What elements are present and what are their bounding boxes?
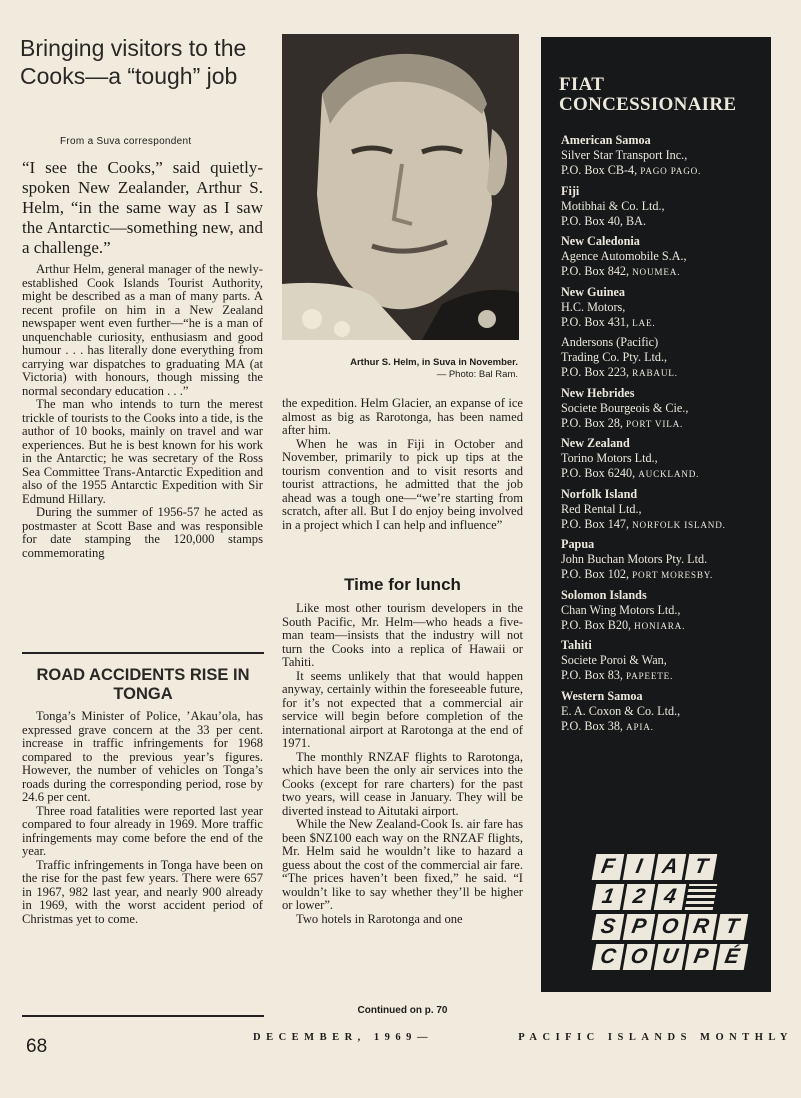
dealer-address-line bbox=[561, 704, 769, 719]
dealer-address-line bbox=[561, 552, 769, 567]
logo-letter-tile: C bbox=[592, 944, 625, 970]
dealer-address-line bbox=[561, 199, 769, 214]
dealer-address-line bbox=[561, 365, 769, 381]
logo-letter-tile: O bbox=[654, 914, 687, 940]
logo-letter-tile: P bbox=[623, 914, 656, 940]
dealer-address-line bbox=[561, 618, 769, 634]
logo-row bbox=[594, 884, 754, 910]
dealer-address-text: P.O. Box 223, bbox=[561, 365, 633, 379]
dealer-region: Tahiti bbox=[561, 638, 592, 652]
fiat-124-sport-coupe-logo bbox=[594, 854, 754, 974]
dealer-city: APIA. bbox=[626, 721, 654, 732]
dealer-region: New Zealand bbox=[561, 436, 630, 450]
article-paragraph: Like most other tourism developers in the South Pacific, Mr. Helm—who heads a five-man team—insists that the industry will not turn the Cooks into a replica of Hawaii or Tahiti. bbox=[282, 601, 523, 669]
logo-row bbox=[594, 944, 754, 970]
sidebar-paragraph: Traffic infringements in Tonga have been on the rise for the past few years. There were 657 in 1967, 982 last year, and nearly 900 already in 1969, with the worst accident period of Christmas yet to come. bbox=[22, 857, 263, 926]
dealer-address-text: Societe Bourgeois & Cie., bbox=[561, 400, 689, 415]
ad-title-concessionaire: CONCESSIONAIRE bbox=[559, 94, 737, 115]
dealer-address-text: P.O. Box 431, bbox=[561, 314, 633, 329]
dealer-address-text: John Buchan Motors Pty. Ltd. bbox=[561, 552, 708, 566]
dealer-address-text: P.O. Box 147, bbox=[561, 516, 633, 531]
ad-title-brand: FIAT bbox=[559, 74, 605, 95]
dealer-entry bbox=[561, 386, 769, 437]
dealer-address-text: P.O. Box 102, bbox=[561, 567, 633, 581]
page-number: 68 bbox=[26, 1036, 48, 1057]
dealer-entry bbox=[561, 335, 769, 386]
dealer-city: LAE. bbox=[632, 317, 656, 328]
dealer-address-line bbox=[561, 249, 769, 264]
dealer-address-line bbox=[561, 163, 769, 179]
article-paragraph: Arthur Helm, general manager of the newly-established Cook Islands Tourist Authority, might be described as a man of many parts. A recent profile on him in a New Zealand newspaper went even further—“he is a man of unquenchable curiosity, enthusiasm and good humour . . . has literally done everything from carrying war dispatches to graduating MA (at Victoria) with honours, though missing the normal secondary education . . .” bbox=[22, 262, 263, 398]
article-paragraph: During the summer of 1956-57 he acted as postmaster at Scott Base and was responsible for date stamping the 120,000 stamps commemorating bbox=[22, 505, 263, 560]
dealer-city: PAPEETE. bbox=[626, 671, 674, 681]
photo-caption-text: Arthur S. Helm, in Suva in November. bbox=[350, 357, 518, 368]
footer-date bbox=[253, 1032, 433, 1043]
article-paragraph: The man who intends to turn the merest trickle of tourists to the Cooks into a tide, is the author of 10 books, mainly on travel and war experiences. But he is best known for his work in the Antarctic; he was secretary of the Ross Sea Committee Trans-Antarctic Expedition and also of the 1955 Antarctic Expedition with Sir Edmund Hillary. bbox=[22, 397, 263, 506]
article-paragraph: It seems unlikely that that would happen anyway, certainly within the foreseeable future, for it’s not expected that a commercial air service will begin before completion of the international airport at Rarotonga at the end of 1971. bbox=[282, 668, 523, 750]
logo-letter-tile: T bbox=[685, 854, 718, 880]
dealer-address-line bbox=[561, 315, 769, 331]
logo-letter-tile: I bbox=[623, 854, 656, 880]
sidebar-story-body bbox=[22, 710, 263, 926]
article-paragraph: When he was in Fiji in October and November, primarily to pick up tips at the tourism convention and to visit resorts and tourist attractions, he admitted that the job ahead was a tough one—“we’re starting from scratch, after all. But I do enjoy being involved in a project which I can help and influence” bbox=[282, 436, 523, 532]
article-body-column-2 bbox=[282, 397, 523, 532]
photo-caption bbox=[284, 357, 518, 381]
dealer-city: NORFOLK ISLAND. bbox=[632, 519, 726, 530]
article-headline: Bringing visitors to the Cooks—a “tough” job bbox=[20, 35, 247, 89]
dealer-region: New Hebrides bbox=[561, 385, 635, 400]
dealer-address-line bbox=[561, 567, 769, 583]
dealer-entry bbox=[561, 487, 769, 538]
dealer-address-line bbox=[561, 668, 769, 684]
dealer-entry bbox=[561, 638, 769, 689]
dealer-address-text: P.O. Box 6240, bbox=[561, 466, 639, 480]
dealer-entry bbox=[561, 285, 769, 336]
fiat-grille-icon bbox=[685, 884, 718, 910]
dealer-entry bbox=[561, 234, 769, 285]
dealer-entry bbox=[561, 436, 769, 487]
footer-dash: — bbox=[416, 1032, 433, 1043]
dealer-city: RABAUL. bbox=[632, 368, 678, 378]
logo-letter-tile: U bbox=[654, 944, 687, 970]
dealer-city: AUCKLAND. bbox=[638, 469, 700, 479]
section-divider bbox=[22, 652, 264, 654]
dealer-address-line bbox=[561, 517, 769, 533]
logo-letter-tile: 2 bbox=[623, 884, 656, 910]
dealer-address-line bbox=[561, 451, 769, 466]
dealer-address-line bbox=[561, 719, 769, 735]
dealer-region: Norfolk Island bbox=[561, 486, 638, 501]
page-footer bbox=[253, 1032, 793, 1043]
portrait-photo-image bbox=[282, 34, 519, 340]
footer-publication: PACIFIC ISLANDS MONTHLY bbox=[518, 1032, 793, 1043]
logo-letter-tile: S bbox=[592, 914, 625, 940]
dealer-address-text: P.O. Box 28, bbox=[561, 415, 627, 430]
dealer-address-text: P.O. Box 842, bbox=[561, 264, 633, 278]
logo-letter-tile: A bbox=[654, 854, 687, 880]
dealer-address-text: P.O. Box 38, bbox=[561, 718, 627, 733]
dealer-address-text: Torino Motors Ltd., bbox=[561, 451, 658, 465]
dealer-city: PORT VILA. bbox=[626, 418, 684, 429]
article-subhead: Time for lunch bbox=[344, 575, 461, 594]
dealer-address-line bbox=[561, 502, 769, 517]
dealer-entry bbox=[561, 133, 769, 184]
dealer-address-line bbox=[561, 335, 769, 350]
dealer-region: Solomon Islands bbox=[561, 587, 647, 602]
dealer-region: American Samoa bbox=[561, 133, 651, 147]
article-paragraph: the expedition. Helm Glacier, an expanse of ice almost as big as Rarotonga, has been named after him. bbox=[282, 396, 523, 437]
sidebar-paragraph: Tonga’s Minister of Police, ’Akau’ola, has expressed grave concern at the 33 per cent. increase in traffic infringements for 1968 compared to the previous year’s figures. However, the number of vehicles on Tonga’s roads during the corresponding period, rose by 24.6 per cent. bbox=[22, 709, 263, 804]
dealer-address-line bbox=[561, 300, 769, 315]
article-paragraph: Two hotels in Rarotonga and one bbox=[296, 911, 463, 926]
logo-row bbox=[594, 914, 754, 940]
dealer-list bbox=[561, 133, 769, 739]
fiat-advertisement bbox=[541, 37, 771, 992]
dealer-entry bbox=[561, 184, 769, 235]
ad-title bbox=[559, 75, 736, 115]
dealer-address-text: H.C. Motors, bbox=[561, 299, 626, 314]
logo-letter-tile: É bbox=[716, 944, 749, 970]
dealer-address-line bbox=[561, 148, 769, 163]
dealer-address-text: Motibhai & Co. Ltd., bbox=[561, 198, 665, 213]
dealer-address-text: P.O. Box 83, bbox=[561, 668, 627, 682]
logo-letter-tile: F bbox=[592, 854, 625, 880]
footer-month-year: DECEMBER, 1969 bbox=[253, 1032, 417, 1043]
dealer-address-line bbox=[561, 603, 769, 618]
dealer-address-line bbox=[561, 401, 769, 416]
article-body-column-2-continued bbox=[282, 602, 523, 926]
dealer-address-line bbox=[561, 264, 769, 280]
dealer-address-text: P.O. Box CB-4, bbox=[561, 163, 641, 177]
dealer-address-text: Societe Poroi & Wan, bbox=[561, 653, 667, 667]
continued-on-link: Continued on p. 70 bbox=[357, 1005, 448, 1016]
dealer-region: Western Samoa bbox=[561, 688, 643, 703]
photo-credit: — Photo: Bal Ram. bbox=[436, 369, 518, 380]
dealer-address-text: P.O. Box B20, bbox=[561, 617, 635, 632]
dealer-entry bbox=[561, 588, 769, 639]
dealer-address-line bbox=[561, 653, 769, 668]
dealer-address-line bbox=[561, 214, 769, 229]
dealer-entry bbox=[561, 537, 769, 588]
footer-divider bbox=[22, 1015, 264, 1017]
dealer-entry bbox=[561, 689, 769, 740]
dealer-region: New Caledonia bbox=[561, 234, 640, 248]
article-lead-paragraph: “I see the Cooks,” said quietly-spoken New Zealander, Arthur S. Helm, “in the same way as I saw the Antarctic—something new, and a challenge.” bbox=[22, 158, 263, 257]
logo-letter-tile: O bbox=[623, 944, 656, 970]
dealer-address-text: Agence Automobile S.A., bbox=[561, 249, 687, 263]
dealer-address-line bbox=[561, 416, 769, 432]
dealer-region: Papua bbox=[561, 537, 595, 551]
dealer-address-line bbox=[561, 350, 769, 365]
dealer-city: PAGO PAGO. bbox=[640, 166, 702, 176]
dealer-city: PORT MORESBY. bbox=[632, 570, 714, 580]
dealer-address-line bbox=[561, 466, 769, 482]
dealer-city: NOUMEA. bbox=[632, 267, 681, 277]
dealer-address-text: Trading Co. Pty. Ltd., bbox=[561, 350, 668, 364]
dealer-address-text: Silver Star Transport Inc., bbox=[561, 148, 688, 162]
dealer-address-text: Chan Wing Motors Ltd., bbox=[561, 602, 681, 617]
logo-letter-tile: R bbox=[685, 914, 718, 940]
logo-letter-tile: T bbox=[716, 914, 749, 940]
logo-row bbox=[594, 854, 754, 880]
logo-letter-tile: P bbox=[685, 944, 718, 970]
article-paragraph: The monthly RNZAF flights to Rarotonga, which have been the only air services into the Cooks (except for rare charters) for the past two years, will cease in January. They will be diverted instead to Aitutaki airport. bbox=[282, 749, 523, 818]
logo-letter-tile: 4 bbox=[654, 884, 687, 910]
byline: From a Suva correspondent bbox=[60, 136, 192, 147]
logo-letter-tile: 1 bbox=[592, 884, 625, 910]
dealer-address-text: Red Rental Ltd., bbox=[561, 501, 642, 516]
dealer-address-text: E. A. Coxon & Co. Ltd., bbox=[561, 703, 681, 718]
article-body-column-1 bbox=[22, 263, 263, 560]
sidebar-story-headline: ROAD ACCIDENTS RISE IN TONGA bbox=[36, 666, 250, 703]
dealer-region: Fiji bbox=[561, 183, 580, 198]
dealer-region: New Guinea bbox=[561, 284, 625, 299]
dealer-city: HONIARA. bbox=[634, 620, 686, 631]
dealer-address-text: Andersons (Pacific) bbox=[561, 335, 659, 349]
sidebar-paragraph: Three road fatalities were reported last year compared to four already in 1969. More traffic infringements may come before the end of the year. bbox=[22, 803, 263, 858]
article-paragraph: While the New Zealand-Cook Is. air fare has been $NZ100 each way on the RNZAF flights, Mr. Helm said he wouldn’t like to hazard a guess about the cost of the commercial air fare. “The prices haven’t been fixed,” he said. “I wouldn’t like to say whether they’ll be higher or lower”. bbox=[282, 817, 523, 912]
portrait-photo bbox=[282, 34, 519, 340]
dealer-address-text: P.O. Box 40, BA. bbox=[561, 213, 646, 228]
